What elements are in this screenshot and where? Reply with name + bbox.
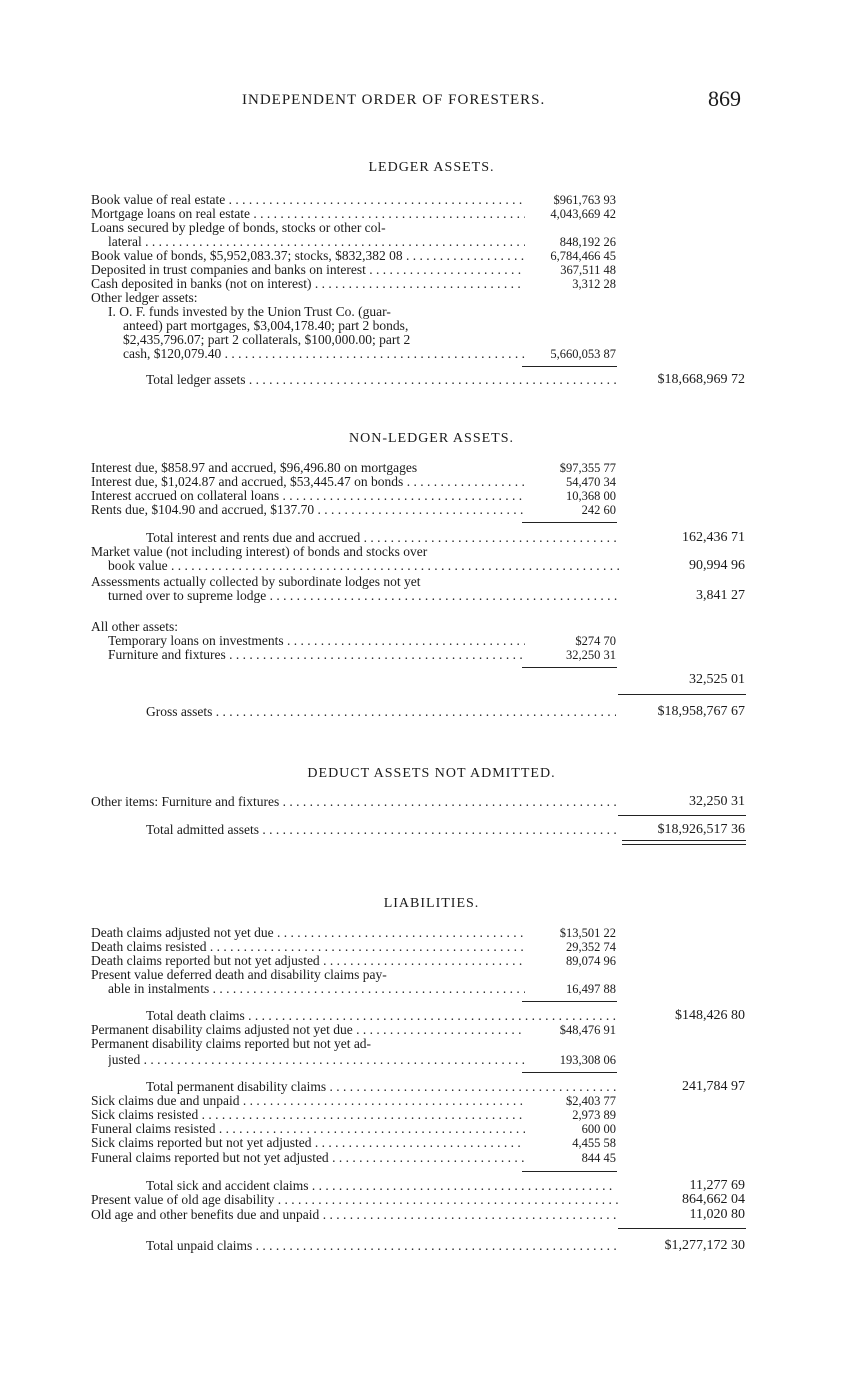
death-claim-row: Present value deferred death and disability claims pay- [91,968,387,982]
death-claim-row: Death claims reported but not yet adjusted . . . 89,074 96 [0,954,863,968]
ledger-row: Book value of real estate . . . $961,763 93 [0,193,863,207]
other-assets-total-row: 32,525 01 [689,672,745,687]
nonledger-row: Interest due, $858.97 and accrued, $96,496.80 on mortgages $97,355 77 [91,461,616,475]
death-claim-row: Death claims adjusted not yet due . . . $13,501 22 [0,926,863,940]
perm-claim-row: Permanent disability claims reported but not yet ad- [91,1037,372,1051]
page-number: 869 [708,86,741,111]
ledger-row: I. O. F. funds invested by the Union Trust Co. (guar- [108,305,391,319]
column-rule [522,667,617,668]
sick-claim-row: Funeral claims resisted . . . 600 00 [0,1122,863,1136]
column-rule [618,1228,746,1229]
ledger-row: $2,435,796.07; part 2 collaterals, $100,000.00; part 2 [123,333,411,347]
sick-claim-row: Funeral claims reported but not yet adjusted . . . 844 45 [0,1151,863,1165]
ledger-row: lateral . . . 848,192 26 [0,235,863,249]
other-assets-row: Furniture and fixtures . . . 32,250 31 [0,648,863,662]
old-age-benefits-row: Old age and other benefits due and unpaid . . . 11,020 80 [0,1208,863,1222]
market-value-row: Market value (not including interest) of bonds and stocks over [91,545,428,559]
perm-total-row: Total permanent disability claims . . . 241,784 97 [0,1080,863,1094]
column-rule [522,366,617,367]
ledger-row: Other ledger assets: [91,291,198,305]
ledger-row: cash, $120,079.40 . . . 5,660,053 87 [0,347,863,361]
page-header [0,86,863,114]
column-rule [618,815,746,816]
death-claim-row: able in instalments . . . 16,497 88 [0,982,863,996]
column-rule [522,1171,617,1172]
nonledger-row: Interest due, $1,024.87 and accrued, $53,445.47 on bonds . . . 54,470 34 [0,475,863,489]
assessments-row: Assessments actually collected by subordinate lodges not yet [91,575,421,589]
ledger-assets-heading: LEDGER ASSETS. [368,160,495,175]
perm-claim-row: Permanent disability claims adjusted not yet due . . . $48,476 91 [0,1023,863,1037]
assessments-row: turned over to supreme lodge . . . 3,841 27 [0,589,863,603]
column-rule [618,694,746,695]
death-total-row: Total death claims . . . $148,426 80 [0,1009,863,1023]
sick-claim-row: Sick claims reported but not yet adjusted . . . 4,455 58 [0,1136,863,1150]
unpaid-claims-total-row: Total unpaid claims . . . $1,277,172 30 [0,1239,863,1253]
sick-claim-row: Sick claims resisted . . . 2,973 89 [0,1108,863,1122]
market-value-row: book value . . . 90,994 96 [0,559,863,573]
column-rule [522,1001,617,1002]
ledger-row: Loans secured by pledge of bonds, stocks or other col- [91,221,386,235]
deduct-assets-heading: DEDUCT ASSETS NOT ADMITTED. [307,766,556,781]
deduct-row: Other items: Furniture and fixtures . . . 32,250 31 [0,795,863,809]
ledger-row: anteed) part mortgages, $3,004,178.40; part 2 bonds, [123,319,409,333]
nonledger-row: Interest accrued on collateral loans . . . 10,368 00 [0,489,863,503]
liabilities-heading: LIABILITIES. [383,896,480,911]
death-claim-row: Death claims resisted . . . 29,352 74 [0,940,863,954]
interest-total-row: Total interest and rents due and accrued . . . 162,436 71 [0,531,863,545]
ledger-row: Deposited in trust companies and banks on interest . . . 367,511 48 [0,263,863,277]
sick-total-row: Total sick and accident claims . . . 11,277 69 [0,1179,863,1193]
page-title: INDEPENDENT ORDER OF FORESTERS. [242,92,546,108]
column-rule [522,522,617,523]
gross-assets-row: Gross assets . . . $18,958,767 67 [0,705,863,719]
other-assets-row: Temporary loans on investments . . . $274 70 [0,634,863,648]
sick-claim-row: Sick claims due and unpaid . . . $2,403 77 [0,1094,863,1108]
ledger-row: Book value of bonds, $5,952,083.37; stocks, $832,382 08 . . . 6,784,466 45 [0,249,863,263]
double-rule [622,840,746,845]
non-ledger-assets-heading: NON-LEDGER ASSETS. [348,431,514,446]
ledger-row: Cash deposited in banks (not on interest) . . . 3,312 28 [0,277,863,291]
all-other-assets-label: All other assets: [91,620,178,634]
nonledger-row: Rents due, $104.90 and accrued, $137.70 . . . 242 60 [0,503,863,517]
ledger-row: Mortgage loans on real estate . . . 4,043,669 42 [0,207,863,221]
perm-claim-row: justed . . . 193,308 06 [0,1053,863,1067]
admitted-assets-row: Total admitted assets . . . $18,926,517 36 [0,823,863,837]
column-rule [522,1072,617,1073]
old-age-row: Present value of old age disability . . . 864,662 04 [0,1193,863,1207]
ledger-total-row: Total ledger assets . . . $18,668,969 72 [0,373,863,387]
